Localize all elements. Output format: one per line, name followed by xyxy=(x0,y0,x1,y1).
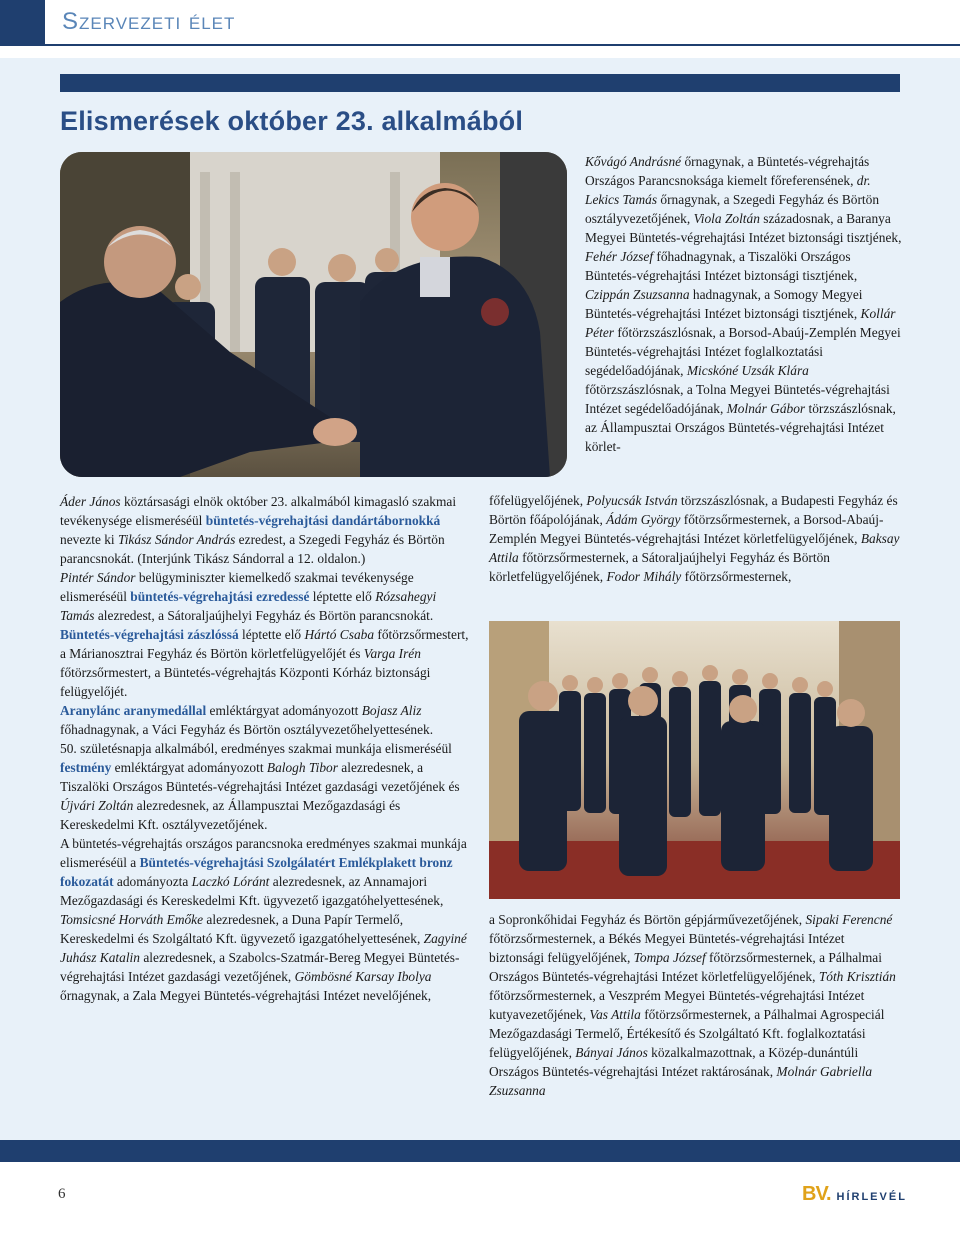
person-name: Sipaki Ferencné xyxy=(805,912,893,927)
column-right-middle-text xyxy=(489,491,901,586)
person-name: Varga Irén xyxy=(363,646,421,661)
award-highlight: festmény xyxy=(60,760,112,775)
person-name: Áder János xyxy=(60,494,121,509)
paragraph-painting-award: 50. születésnapja alkalmából, eredményes szakmai munkája elismeréséül festmény emléktárgyat adományozott Balogh Tibor alezredesnek, a Tiszalöki Országos Büntetés-végrehajtási Intézet gazdasági vezetőjének és Újvári Zoltán alezredesnek, az Állampusztai Mezőgazdasági és Kereskedelmi Kft. osztályvezetőjének. xyxy=(60,741,460,832)
person-name: Micskóné Uzsák Klára xyxy=(686,363,809,378)
person-name: Újvári Zoltán xyxy=(60,798,134,813)
paragraph-minister-promotion: Pintér Sándor belügyminiszter kiemelkedő szakmai tevékenysége elismeréséül büntetés-végrehajtási ezredessé léptette elő Rózsahegyi Tamás alezredest, a Sátoraljaújhelyi Fegyház és Börtön parancsnokát. xyxy=(60,570,437,623)
rank-highlight: büntetés-végrehajtási ezredessé xyxy=(130,589,310,604)
person-name: Tompa József xyxy=(633,950,706,965)
person-name: Molnár Gábor xyxy=(726,401,806,416)
paragraph-president-promotion: Áder János köztársasági elnök október 23. alkalmából kimagasló szakmai tevékenysége elismeréséül büntetés-végrehajtási dandártábornokká nevezte ki Tikász Sándor András ezredest, a Szegedi Fegyház és Börtön parancsnokát. (Interjúnk Tikász Sándorral a 12. oldalon.) xyxy=(60,494,457,566)
paragraph-gold-medallion: Aranylánc aranymedállal emléktárgyat adományozott Bojasz Aliz főhadnagynak, a Váci Fegyház és Börtön osztályvezetőhelyettesének. xyxy=(60,703,434,737)
paragraph-plaque-recipients-2: főfelügyelőjének, Polyucsák István törzszászlósnak, a Budapesti Fegyház és Börtön főápolójának, Ádám György főtörzsőrmesternek, a Borsod-Abaúj-Zemplén Megyei Büntetés-végrehajtási Intézet körletfelügyelőjének, Baksay Attila főtörzsőrmesternek, a Sátoraljaújhelyi Fegyház és Börtön körletfelügyelőjének, Fodor Mihály főtörzsőrmesternek, xyxy=(489,493,900,584)
person-name: Zagyiné Juhász Katalin xyxy=(60,931,467,965)
person-name: Fehér József xyxy=(585,249,654,264)
person-name: Tikász Sándor András xyxy=(118,532,236,547)
rank-highlight: Büntetés-végrehajtási zászlóssá xyxy=(60,627,239,642)
award-highlight: Büntetés-végrehajtási Szolgálatért Emlékplakett bronz fokozatát xyxy=(60,855,453,889)
person-name: Fodor Mihály xyxy=(606,569,682,584)
person-name: Balogh Tibor xyxy=(266,760,338,775)
person-name: Bojasz Aliz xyxy=(361,703,422,718)
photo-uniformed-group xyxy=(489,621,900,899)
person-name: Czippán Zsuzsanna xyxy=(585,287,690,302)
person-name: Hártó Csaba xyxy=(304,627,375,642)
paragraph-ensign-promotion: Büntetés-végrehajtási zászlóssá léptette elő Hártó Csaba főtörzsőrmestert, a Márianosztrai Fegyház és Börtön körletfelügyelőjét és Varga Irén főtörzsőrmestert, a Büntetés-végrehajtás Központi Kórház biztonsági felügyelőjét. xyxy=(60,627,469,699)
person-name: Bányai János xyxy=(575,1045,648,1060)
person-name: Tóth Krisztián xyxy=(818,969,896,984)
column-left-text xyxy=(60,492,474,1005)
column-right-bottom-text xyxy=(489,910,901,1100)
page-number: 6 xyxy=(58,1186,66,1202)
person-name: Tomsicsné Horváth Emőke xyxy=(60,912,204,927)
person-name: Polyucsák István xyxy=(586,493,678,508)
person-name: Kollár Péter xyxy=(585,306,896,340)
article-title: Elismerések október 23. alkalmából xyxy=(60,106,524,136)
section-title: Szervezeti élet xyxy=(62,8,236,35)
paragraph-plaque-recipients-3: a Sopronkőhidai Fegyház és Börtön gépjárművezetőjének, Sipaki Ferencné főtörzsőrmesternek, a Békés Megyei Büntetés-végrehajtási Intézet biztonsági felügyelőjének, Tompa József főtörzsőrmesternek, a Pálhalmai Országos Büntetés-végrehajtási Intézet körletfelügyelőjének, Tóth Krisztián főtörzsőrmesternek, a Veszprém Megyei Büntetés-végrehajtási Intézet kutyavezetőjének, Vas Attila főtörzsőrmesternek, a Pálhalmai Agrospeciál Mezőgazdasági Termelő, Értékesítő és Szolgáltató Kft. foglalkoztatási felügyelőjének, Bányai János közalkalmazottnak, a Közép-dunántúli Országos Büntetés-végrehajtási Intézet raktárosának, Molnár Gabriella Zsuzsanna xyxy=(489,912,896,1098)
header-band xyxy=(0,0,45,46)
person-name: Laczkó Lóránt xyxy=(191,874,270,889)
photo-handshake-image xyxy=(60,152,567,477)
column-right-top-text xyxy=(585,152,905,456)
person-name: Rózsahegyi Tamás xyxy=(60,589,437,623)
photo-group-image xyxy=(489,621,900,899)
person-name: Vas Attila xyxy=(589,1007,641,1022)
person-name: Molnár Gabriella Zsuzsanna xyxy=(489,1064,873,1098)
logo-text: HÍRLEVÉL xyxy=(836,1191,907,1203)
photo-handshake-ceremony xyxy=(60,152,567,477)
person-name: Pintér Sándor xyxy=(60,570,136,585)
bv-hirlevel-logo xyxy=(802,1183,907,1206)
award-highlight: Aranylánc aranymedállal xyxy=(60,703,207,718)
paragraph-plaque-award: A büntetés-végrehajtás országos parancsnoka eredményes szakmai munkája elismeréséül a Büntetés-végrehajtási Szolgálatért Emlékplakett bronz fokozatát adományozta Laczkó Lóránt alezredesnek, az Annamajori Mezőgazdasági és Kereskedelmi Kft. ügyvezető igazgatóhelyettesének, Tomsicsné Horváth Emőke alezredesnek, a Duna Papír Termelő, Kereskedelmi és Szolgáltató Kft. ügyvezető igazgatóhelyettesének, Zagyiné Juhász Katalin alezredesnek, a Szabolcs-Szatmár-Bereg Megyei Büntetés-végrehajtási Intézet gazdasági vezetőjének, Gömbösné Karsay Ibolya őrnagynak, a Zala Megyei Büntetés-végrehajtási Intézet nevelőjének, xyxy=(60,836,467,1003)
header-rule xyxy=(45,44,960,46)
person-name: dr. Lekics Tamás xyxy=(585,173,871,207)
person-name: Baksay Attila xyxy=(489,531,900,565)
footer-bar xyxy=(0,1140,960,1162)
person-name: Gömbösné Karsay Ibolya xyxy=(294,969,432,984)
bv-logo-mark: BV. xyxy=(802,1183,831,1205)
person-name: Viola Zoltán xyxy=(693,211,760,226)
person-name: Kővágó Andrásné xyxy=(585,154,682,169)
panel-top-bar xyxy=(60,74,900,92)
paragraph-plaque-recipients-1: Kővágó Andrásné őrnagynak, a Büntetés-végrehajtás Országos Parancsnoksága kiemelt főreferensének, dr. Lekics Tamás őrnagynak, a Szegedi Fegyház és Börtön osztályvezetőjének, Viola Zoltán századosnak, a Baranya Megyei Büntetés-végrehajtási Intézet biztonsági tisztjének, Fehér József főhadnagynak, a Tiszalöki Országos Büntetés-végrehajtási Intézet biztonsági tisztjének, Czippán Zsuzsanna hadnagynak, a Somogy Megyei Büntetés-végrehajtási Intézet biztonsági tisztjének, Kollár Péter főtörzszászlósnak, a Borsod-Abaúj-Zemplén Megyei Büntetés-végrehajtási Intézet foglalkoztatási segédelőadójának, Micskóné Uzsák Klára főtörzszászlósnak, a Tolna Megyei Büntetés-végrehajtási Intézet segédelőadójának, Molnár Gábor törzszászlósnak, az Állampusztai Országos Büntetés-végrehajtási Intézet körlet- xyxy=(585,154,902,454)
rank-highlight: büntetés-végrehajtási dandártábornokká xyxy=(205,513,441,528)
person-name: Ádám György xyxy=(606,512,681,527)
